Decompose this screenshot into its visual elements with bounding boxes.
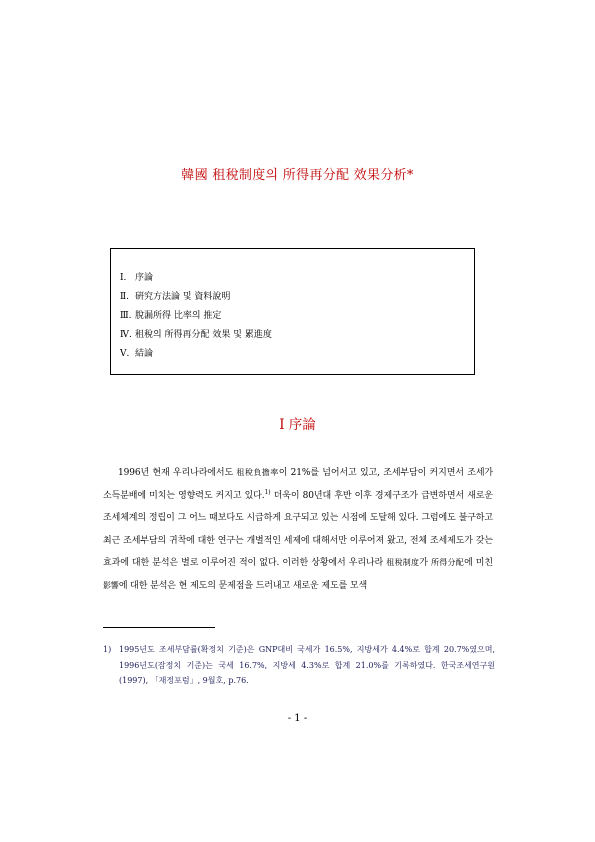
paper-title: 韓國 租稅制度의 所得再分配 效果分析* <box>181 168 414 183</box>
toc-item <box>120 307 474 326</box>
toc-item <box>120 269 474 288</box>
toc-item-number: Ⅳ. <box>120 330 132 340</box>
footnote-mark: 1) <box>103 645 112 654</box>
toc-item-label: 結論 <box>135 349 154 359</box>
body-text-hanja: 影響 <box>103 580 119 590</box>
footnote-reference[interactable]: 1) <box>264 488 271 496</box>
body-text-run: 에 대한 분석은 현 제도의 문제점을 드러내고 새로운 제도를 모색 <box>118 580 368 591</box>
toc-item-label: 租稅의 所得再分配 效果 및 累進度 <box>135 330 272 340</box>
footnote-separator <box>103 627 215 628</box>
toc-list <box>111 249 474 364</box>
toc-item-label: 序論 <box>135 273 154 283</box>
toc-item-number: Ⅲ. <box>120 311 132 321</box>
toc-item <box>120 326 474 345</box>
section-heading: Ⅰ 序論 <box>279 417 316 433</box>
toc-item <box>120 288 474 307</box>
body-text-hanja: 租稅負擔率 <box>236 468 279 477</box>
toc-item-number: Ⅴ. <box>120 349 130 359</box>
footnote-text: 1995년도 조세부담률(확정치 기준)은 GNP대비 국세가 16.5%, 지방세가 4.4%로 합계 20.7%였으며, 1996년도(잠정치 기준)는 국세 16.7%, 지방세 4.3%로 합계 21.0%를 기록하였다. 한국조세연구원(1997), 「재정포럼」, 9월호, p.76. <box>119 645 495 685</box>
body-text-hanja: 租稅制度 <box>386 558 420 567</box>
table-of-contents <box>110 248 475 375</box>
toc-item-number: Ⅰ. <box>120 273 127 283</box>
toc-item-label: 脫漏所得 比率의 推定 <box>135 311 222 321</box>
body-text-run: 가 <box>419 558 432 568</box>
toc-item-number: Ⅱ. <box>120 292 129 302</box>
page-number: - 1 - <box>287 713 308 724</box>
body-text-hanja: 所得分配 <box>431 558 465 567</box>
body-text-run: 에 미친 <box>464 558 493 568</box>
body-text-run: 이 21%를 넘어서고 있고, 조세부담이 커지면서 조세가 소득분배에 미치는 영향력도 커지고 있다. <box>103 468 494 501</box>
body-text <box>103 462 493 597</box>
toc-item <box>120 345 474 364</box>
toc-item-label: 硏究方法論 및 資料說明 <box>135 292 231 302</box>
body-text-run: 1996년 현재 우리나라에서도 <box>118 468 237 478</box>
body-text-run: 더욱이 80년대 후반 이후 경제구조가 급변하면서 새로운 조세체계의 정립이 그 어느 때보다도 시급하게 요구되고 있는 시점에 도달해 있다. 그럼에도 불구하고 최근 조세부담의 귀착에 대한 연구는 개별적인 세제에 대해서만 이루어져 왔고, 전체 조세제도가 갖는 효과에 대한 분석은 별로 이루어진 적이 없다. 이러한 상황에서 우리나라 <box>103 490 493 568</box>
body-paragraph <box>103 462 493 597</box>
footnote <box>103 642 495 689</box>
